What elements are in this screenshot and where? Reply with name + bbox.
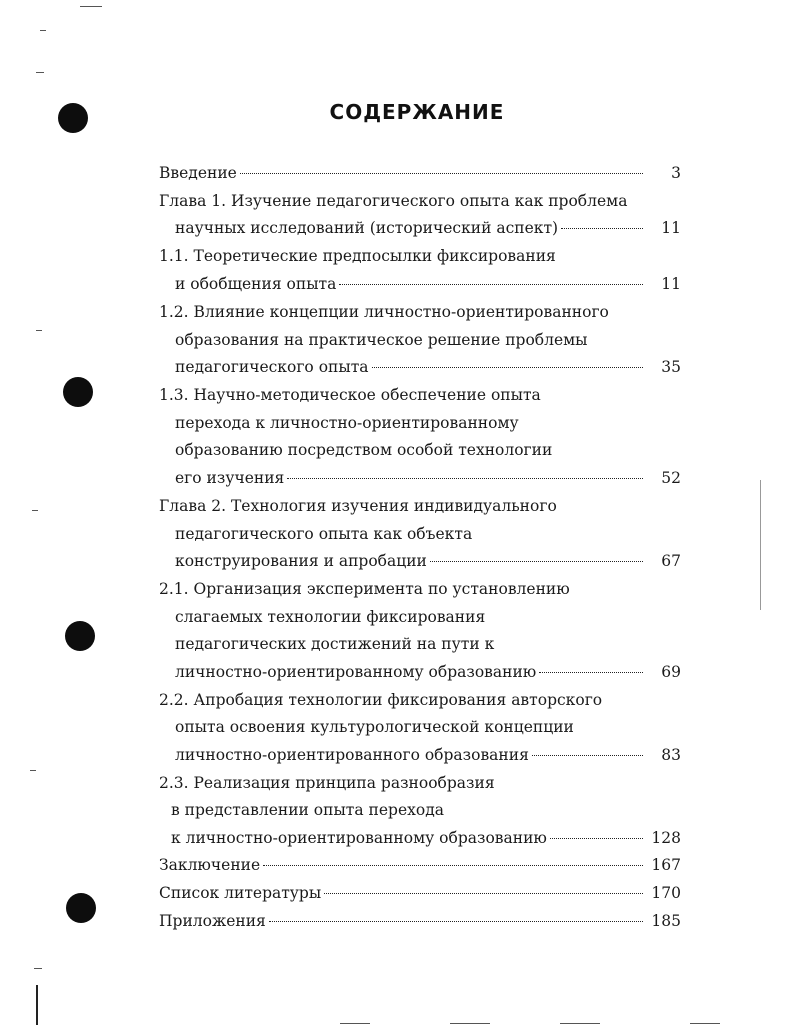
toc-entry-text: педагогического опыта как объекта (175, 525, 473, 543)
toc-entry (159, 770, 681, 796)
toc-entry (175, 742, 681, 768)
toc-entry-text: личностно-ориентированного образования (175, 746, 529, 764)
toc-entry (175, 271, 681, 297)
toc-entry-text: Заключение (159, 856, 261, 874)
toc-entry (159, 188, 681, 214)
toc-entry (171, 797, 681, 823)
toc-entry (175, 354, 681, 380)
scan-mark (36, 330, 42, 331)
toc-entry-text: 1.1. Теоретические предпосылки фиксирования (159, 247, 556, 265)
toc-entry (175, 327, 681, 353)
toc-entry-text: и обобщения опыта (175, 275, 337, 293)
toc-entry-text: научных исследований (исторический аспект) (175, 219, 559, 237)
scan-mark (32, 510, 38, 511)
toc-entry (159, 852, 681, 878)
toc-entry (175, 631, 681, 657)
toc-entry (175, 548, 681, 574)
leader-dots (240, 173, 643, 174)
toc-entry-text: педагогического опыта (175, 358, 369, 376)
toc-entry-text: педагогических достижений на пути к (175, 635, 495, 653)
leader-dots (532, 755, 643, 756)
toc-entry (175, 659, 681, 685)
toc-page-number: 52 (661, 469, 681, 487)
scan-edge (760, 480, 761, 610)
toc-entry (175, 215, 681, 241)
toc-page-number: 170 (651, 884, 681, 902)
toc-entry-text: слагаемых технологии фиксирования (175, 608, 486, 626)
scan-mark (34, 968, 42, 969)
toc-entry (175, 437, 681, 463)
toc-page-number: 69 (661, 663, 681, 681)
leader-dots (269, 921, 643, 922)
toc-entry (175, 714, 681, 740)
toc-entry (159, 493, 681, 519)
toc-entry (159, 908, 681, 934)
leader-dots (339, 284, 643, 285)
scan-mark (40, 30, 46, 31)
toc-entry-text: в представлении опыта перехода (171, 801, 444, 819)
leader-dots (324, 893, 643, 894)
punch-hole (66, 893, 96, 923)
toc-entry-text: 1.3. Научно-методическое обеспечение опыта (159, 386, 541, 404)
toc-entry-text: к личностно-ориентированному образованию (171, 829, 547, 847)
toc-entry (159, 576, 681, 602)
toc-entry (159, 160, 681, 186)
leader-dots (550, 838, 643, 839)
toc-entry-text: 2.2. Апробация технологии фиксирования авторского (159, 691, 603, 709)
toc-entry-text: личностно-ориентированному образованию (175, 663, 537, 681)
toc-page-number: 67 (661, 552, 681, 570)
toc-entry (175, 410, 681, 436)
toc-page-number: 35 (661, 358, 681, 376)
leader-dots (372, 367, 643, 368)
scan-mark (450, 1023, 490, 1024)
toc-page-number: 3 (671, 164, 681, 182)
toc-entry-text: Введение (159, 164, 237, 182)
scan-mark (36, 72, 44, 73)
toc-entry-text: его изучения (175, 469, 285, 487)
toc-entry-text: опыта освоения культурологической концепции (175, 718, 574, 736)
scan-mark (560, 1023, 600, 1024)
leader-dots (430, 561, 643, 562)
leader-dots (539, 672, 643, 673)
toc-entry-text: Список литературы (159, 884, 322, 902)
punch-hole (65, 621, 95, 651)
punch-hole (63, 377, 93, 407)
toc-entry (159, 299, 681, 325)
scan-mark (690, 1023, 720, 1024)
page-title: СОДЕРЖАНИЕ (329, 100, 505, 124)
toc-entry (159, 880, 681, 906)
toc-entry (171, 825, 681, 851)
toc-entry (175, 604, 681, 630)
toc-entry-text: 2.3. Реализация принципа разнообразия (159, 774, 495, 792)
scan-edge (36, 985, 38, 1025)
toc-entry (159, 243, 681, 269)
leader-dots (287, 478, 643, 479)
toc-entry-text: 2.1. Организация эксперимента по установлению (159, 580, 570, 598)
toc-page-number: 11 (661, 275, 681, 293)
toc-page-number: 128 (651, 829, 681, 847)
toc-entry-text: перехода к личностно-ориентированному (175, 414, 519, 432)
toc-entry (175, 521, 681, 547)
toc-entry-text: Приложения (159, 912, 266, 930)
toc-entry-text: 1.2. Влияние концепции личностно-ориентированного (159, 303, 609, 321)
scan-mark (30, 770, 36, 771)
toc-entry (175, 465, 681, 491)
toc-entry-text: Глава 1. Изучение педагогического опыта как проблема (159, 192, 628, 210)
toc-page-number: 11 (661, 219, 681, 237)
leader-dots (263, 865, 643, 866)
leader-dots (561, 228, 643, 229)
toc-page-number: 83 (661, 746, 681, 764)
toc-entry-text: образованию посредством особой технологии (175, 441, 553, 459)
toc-entry-text: конструирования и апробации (175, 552, 427, 570)
toc-entry-text: образования на практическое решение проблемы (175, 331, 588, 349)
toc-entry-text: Глава 2. Технология изучения индивидуального (159, 497, 557, 515)
toc-entry (159, 687, 681, 713)
toc-page-number: 185 (651, 912, 681, 930)
scan-mark (80, 6, 102, 7)
toc-page-number: 167 (651, 856, 681, 874)
toc-entry (159, 382, 681, 408)
scan-mark (340, 1023, 370, 1024)
